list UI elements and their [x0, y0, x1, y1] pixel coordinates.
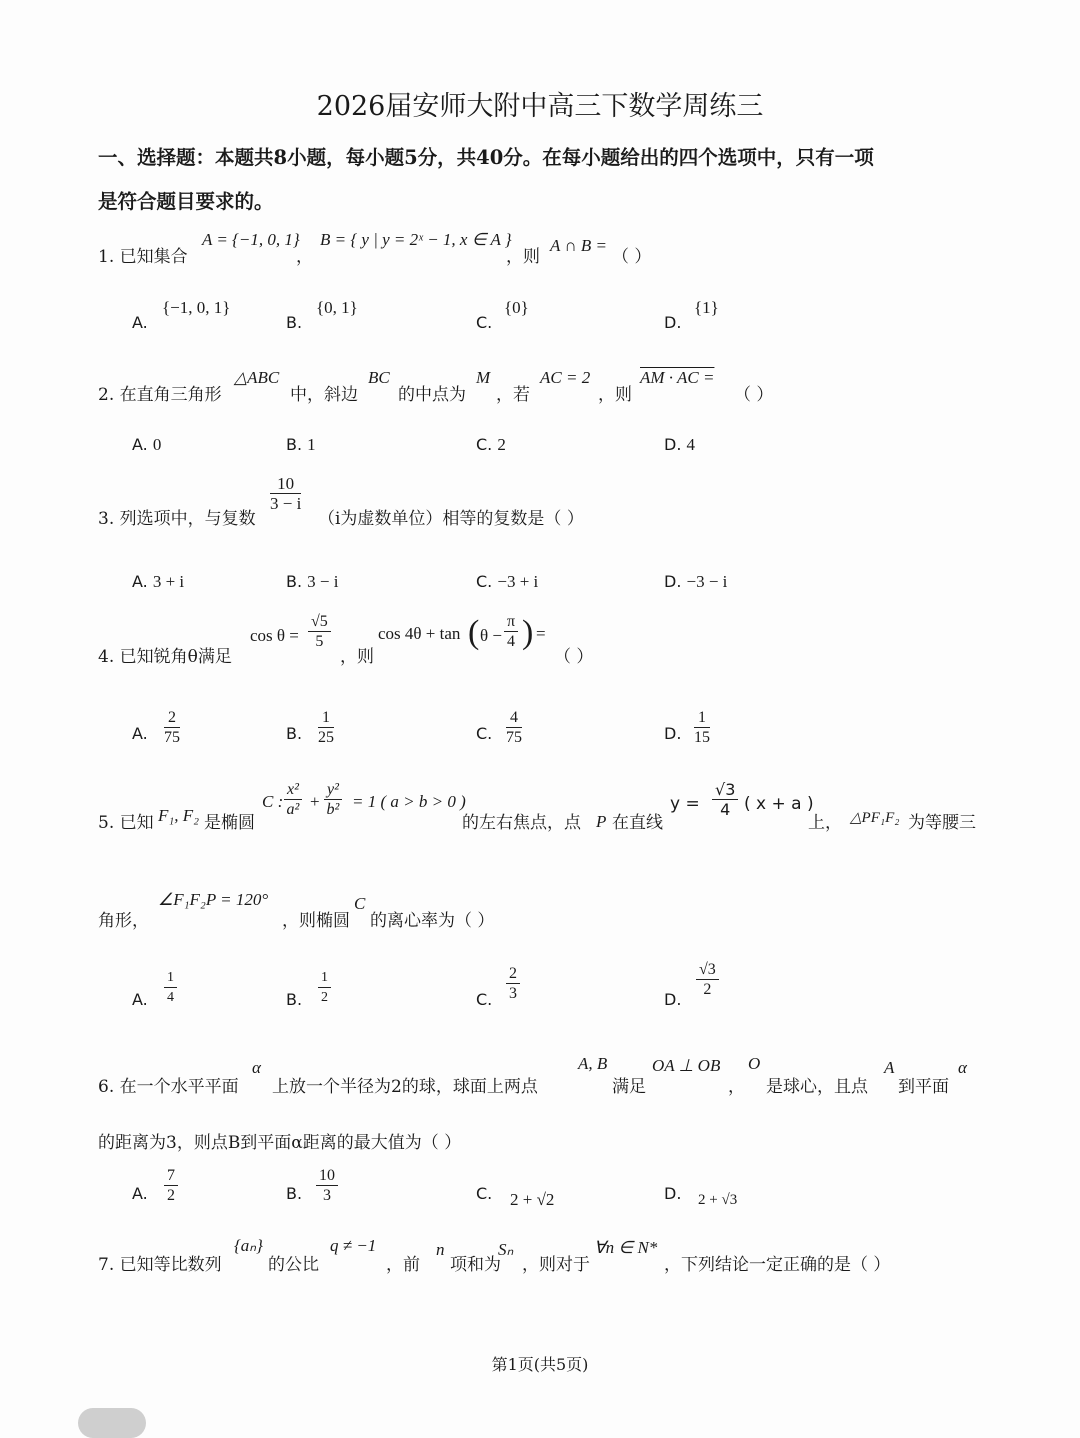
q4-paren: （ ）	[554, 647, 594, 667]
q6-prefix: 6. 在一个水平平面	[98, 1077, 239, 1097]
q4-cos-fraction: $\frac{√5}{5}$	[308, 612, 331, 651]
q5-mid1: 是椭圆	[204, 813, 255, 833]
q4-option-b-fraction: $\frac{1}{25}$	[318, 709, 334, 746]
q1-option-c-label: C.	[476, 313, 493, 332]
q6-mid3: 是球心，且点	[766, 1077, 868, 1097]
q6-perp: OA ⊥ OB	[652, 1056, 721, 1075]
q4-option-d-label: D.	[664, 724, 682, 743]
q4-paren-open: (	[468, 614, 480, 651]
q5-c-label: C :	[262, 792, 284, 811]
q6-ab: A, B	[578, 1054, 608, 1073]
q6-option-d-label: D.	[664, 1184, 682, 1203]
q3-prefix: 3. 列选项中，与复数	[98, 509, 256, 529]
q4-paren-close: )	[522, 614, 534, 651]
q2-mid3: ，若	[496, 385, 530, 405]
q5-y-fraction: $\frac{\text{y²}}{\text{b²}}$	[324, 780, 342, 819]
q5-p: P	[596, 812, 607, 831]
section-header-line2: 是符合题目要求的。	[98, 190, 274, 213]
q4-eq: =	[536, 624, 546, 643]
q3-option-d: D. −3 − i	[664, 572, 728, 591]
q2-option-b: B. 1	[286, 435, 316, 454]
q5-foci: F₁, F₂	[158, 806, 200, 825]
q3-option-a: A. 3 + i	[132, 572, 185, 591]
q2-mid1: 中，斜边	[290, 385, 358, 405]
q5-x-fraction: $\frac{\text{x²}}{\text{a²}}$	[284, 780, 302, 819]
q2-ac: AC = 2	[540, 368, 591, 387]
q5-option-b-label: B.	[286, 990, 303, 1009]
q5-option-d-fraction: $\frac{√3}{2}$	[696, 960, 719, 999]
q4-prefix: 4. 已知锐角θ满足	[98, 647, 232, 667]
q1-paren: （ ）	[612, 247, 652, 267]
q4-option-a-fraction: $\frac{2}{75}$	[164, 709, 180, 746]
q5-mid2: 的左右焦点，点	[462, 813, 581, 833]
q5-condition: = 1 ( a > b > 0 )	[352, 792, 466, 811]
q7-mid1: 的公比	[268, 1255, 319, 1275]
q5-line2-c: 的离心率为（ ）	[370, 911, 495, 931]
q2-option-a: A. 0	[132, 435, 162, 454]
q5-option-c-fraction: $\frac{2}{3}$	[506, 964, 520, 1003]
q4-option-b-label: B.	[286, 724, 303, 743]
q1-option-a-value: {−1, 0, 1}	[162, 298, 231, 317]
q6-mid4: 到平面	[898, 1077, 949, 1097]
q7-an: {aₙ}	[234, 1236, 263, 1255]
q4-option-c-fraction: $\frac{4}{75}$	[506, 709, 522, 746]
q6-option-a-fraction: $\frac{7}{2}$	[164, 1166, 178, 1205]
q5-mid5: 为等腰三	[908, 813, 976, 833]
q1-option-b-value: {0, 1}	[316, 298, 358, 317]
q4-pi-fraction: $\frac{\pi}{4}$	[504, 612, 518, 651]
q1-prefix: 1. 已知集合	[98, 247, 188, 267]
page-footer: 第1页(共5页)	[491, 1355, 589, 1374]
q3-option-c: C. −3 + i	[476, 572, 539, 591]
q6-option-a-label: A.	[132, 1184, 148, 1203]
q7-q: q ≠ −1	[330, 1236, 377, 1255]
q4-expr-lhs: cos 4θ + tan	[378, 624, 461, 643]
q5-line2-a: 角形，	[98, 911, 149, 931]
q1-then: ，则	[506, 247, 540, 267]
q5-line2-b: ，则椭圆	[282, 911, 350, 931]
q1-option-b-label: B.	[286, 313, 303, 332]
q2-prefix: 2. 在直角三角形	[98, 385, 222, 405]
q2-triangle: △ABC	[234, 368, 280, 387]
q3-fraction: $\frac{10}{3 - i}$	[270, 474, 302, 513]
q7-mid5: ，下列结论一定正确的是（ ）	[664, 1255, 891, 1275]
q5-prefix: 5. 已知	[98, 813, 154, 833]
q5-option-c-label: C.	[476, 990, 493, 1009]
q6-option-c-label: C.	[476, 1184, 493, 1203]
q6-option-b-label: B.	[286, 1184, 303, 1203]
q1-option-c-value: {0}	[504, 298, 529, 317]
q6-mid1: 上放一个半径为2的球，球面上两点	[272, 1077, 538, 1097]
page-title: 2026届安师大附中高三下数学周练三	[316, 91, 764, 122]
q5-xa: ( x + a )	[744, 794, 814, 814]
q5-mid4: 上，	[808, 813, 842, 833]
q2-bc: BC	[368, 368, 390, 387]
q6-alpha: α	[252, 1058, 261, 1077]
q1-set-a: A = {−1, 0, 1}	[202, 230, 300, 249]
q7-mid3: 项和为	[450, 1255, 501, 1275]
q7-prefix: 7. 已知等比数列	[98, 1255, 222, 1275]
q4-cos-lhs: cos θ =	[250, 626, 299, 645]
q7-mid2: ，前	[386, 1255, 420, 1275]
section-header-line1: 一、选择题：本题共8小题，每小题5分，共40分。在每小题给出的四个选项中，只有一项	[98, 146, 874, 169]
q4-option-c-label: C.	[476, 724, 493, 743]
q4-then: ，则	[340, 647, 374, 667]
q1-comma: ，	[296, 247, 313, 267]
q7-mid4: ，则对于	[522, 1255, 590, 1275]
q5-option-a-label: A.	[132, 990, 148, 1009]
q7-forall: ∀n ∈ N*	[594, 1238, 658, 1257]
q5-triangle: △PF₁F₂	[850, 810, 900, 826]
q1-set-b: B = { y | y = 2ˣ − 1, x ∈ A }	[320, 230, 512, 249]
q6-line2: 的距离为3，则点B到平面α距离的最大值为（ ）	[98, 1133, 462, 1153]
q6-alpha2: α	[958, 1058, 967, 1077]
q2-mid2: 的中点为	[398, 385, 466, 405]
q1-expr: A ∩ B =	[550, 236, 607, 255]
q7-sn: Sₙ	[498, 1240, 514, 1259]
q5-mid3: 在直线	[612, 813, 663, 833]
q5-option-b-fraction: $\frac{1}{2}$	[318, 968, 331, 1007]
q1-option-d-value: {1}	[694, 298, 719, 317]
q6-comma: ，	[728, 1077, 745, 1097]
q5-c2: C	[354, 894, 366, 913]
q1-option-a-label: A.	[132, 313, 148, 332]
q5-angle: ∠F₁F₂P = 120°	[158, 890, 269, 909]
q5-y-eq: y =	[670, 794, 700, 814]
q6-option-d-value: 2 + √3	[698, 1192, 738, 1208]
q3-option-b: B. 3 − i	[286, 572, 339, 591]
q5-plus: +	[310, 792, 320, 811]
q5-option-a-fraction: $\frac{1}{4}$	[164, 968, 177, 1007]
q2-paren: （ ）	[734, 385, 774, 405]
q6-o: O	[748, 1054, 761, 1073]
q2-then: ，则	[598, 385, 632, 405]
q2-option-d: D. 4	[664, 435, 695, 454]
q5-line-fraction: $\frac{√3}{4}$	[712, 780, 738, 819]
q6-mid2: 满足	[612, 1077, 646, 1097]
q4-option-a-label: A.	[132, 724, 148, 743]
q1-option-d-label: D.	[664, 313, 682, 332]
q5-option-d-label: D.	[664, 990, 682, 1009]
q4-option-d-fraction: $\frac{1}{15}$	[694, 709, 710, 746]
q6-option-c-value: 2 + √2	[510, 1190, 555, 1209]
q3-suffix: （i为虚数单位）相等的复数是（ ）	[318, 509, 584, 529]
q2-option-c: C. 2	[476, 435, 506, 454]
q2-m: M	[476, 368, 491, 387]
q6-a: A	[884, 1058, 895, 1077]
q2-vector-expr: AM · AC =	[640, 368, 715, 387]
corner-overlay	[78, 1408, 146, 1438]
q4-theta: θ −	[480, 626, 502, 645]
q6-option-b-fraction: $\frac{10}{3}$	[316, 1166, 338, 1205]
q7-n: n	[436, 1240, 445, 1259]
